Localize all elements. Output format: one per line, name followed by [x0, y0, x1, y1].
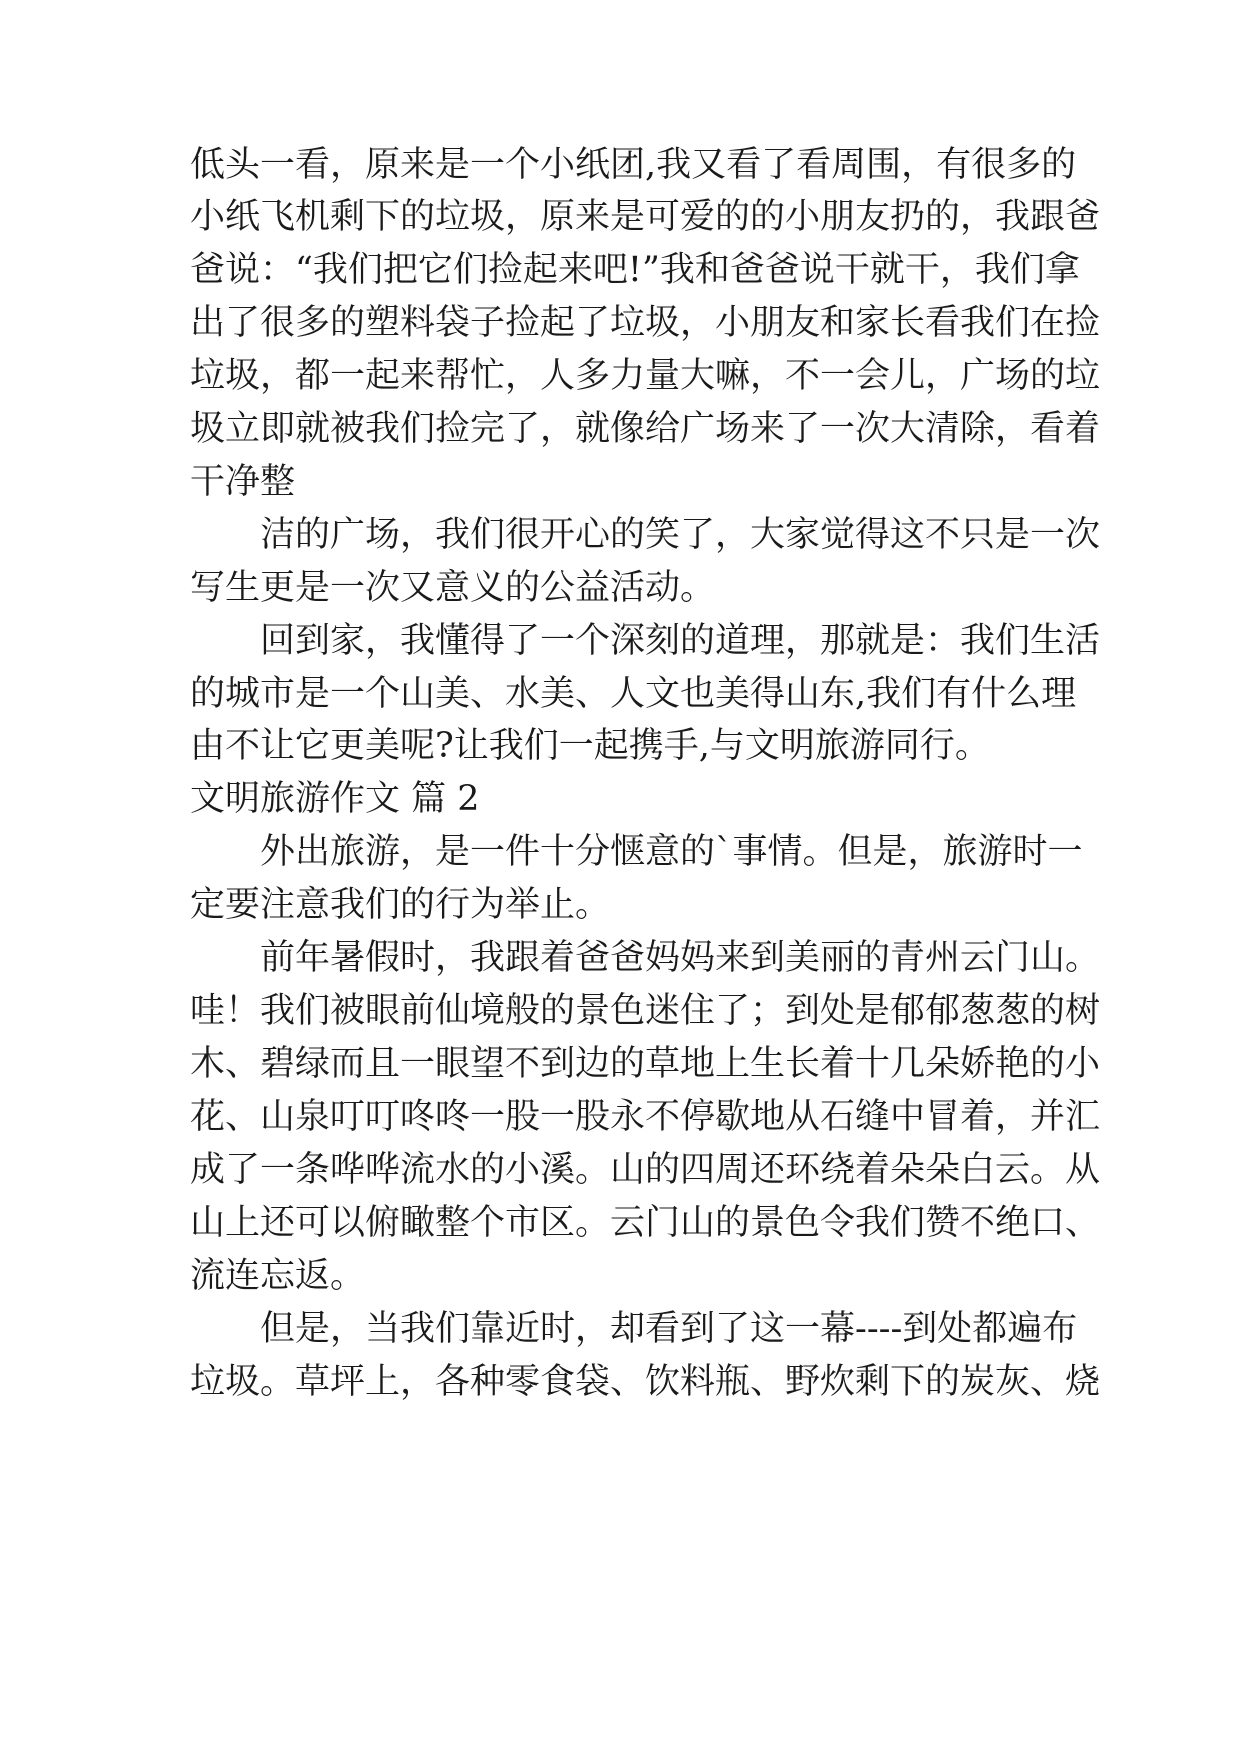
section-heading: 文明旅游作文 篇 2 — [190, 779, 480, 819]
text-line: 但是，当我们靠近时，却看到了这一幕----到处都遍布 — [260, 1309, 1078, 1349]
text-line: 由不让它更美呢?让我们一起携手,与文明旅游同行。 — [190, 726, 990, 766]
text-line: 出了很多的塑料袋子捡起了垃圾，小朋友和家长看我们在捡 — [190, 303, 1101, 343]
text-line: 哇！我们被眼前仙境般的景色迷住了；到处是郁郁葱葱的树 — [190, 991, 1101, 1031]
text-line: 小纸飞机剩下的垃圾，原来是可爱的的小朋友扔的，我跟爸 — [190, 197, 1101, 237]
text-line: 写生更是一次又意义的公益活动。 — [190, 568, 716, 608]
text-line: 干净整 — [190, 462, 296, 502]
text-line: 的城市是一个山美、水美、人文也美得山东,我们有什么理 — [190, 674, 1077, 714]
text-line: 低头一看，原来是一个小纸团,我又看了看周围，有很多的 — [190, 145, 1077, 185]
text-line: 前年暑假时，我跟着爸爸妈妈来到美丽的青州云门山。 — [260, 938, 1101, 978]
text-line: 山上还可以俯瞰整个市区。云门山的景色令我们赞不绝口、 — [190, 1203, 1101, 1243]
text-line: 垃圾，都一起来帮忙，人多力量大嘛，不一会儿，广场的垃 — [190, 356, 1101, 396]
text-line: 流连忘返。 — [190, 1256, 366, 1296]
text-line: 洁的广场，我们很开心的笑了，大家觉得这不只是一次 — [260, 515, 1101, 555]
text-line: 定要注意我们的行为举止。 — [190, 885, 611, 925]
text-line: 垃圾。草坪上，各种零食袋、饮料瓶、野炊剩下的炭灰、烧 — [190, 1362, 1101, 1402]
text-line: 木、碧绿而且一眼望不到边的草地上生长着十几朵娇艳的小 — [190, 1044, 1101, 1084]
text-line: 花、山泉叮叮咚咚一股一股永不停歇地从石缝中冒着，并汇 — [190, 1097, 1101, 1137]
text-line: 成了一条哗哗流水的小溪。山的四周还环绕着朵朵白云。从 — [190, 1150, 1101, 1190]
text-line: 爸说：“我们把它们捡起来吧!”我和爸爸说干就干，我们拿 — [190, 250, 1080, 290]
text-line: 回到家，我懂得了一个深刻的道理，那就是：我们生活 — [260, 621, 1101, 661]
text-line: 外出旅游，是一件十分惬意的`事情。但是，旅游时一 — [260, 832, 1083, 872]
text-line: 圾立即就被我们捡完了，就像给广场来了一次大清除，看着 — [190, 409, 1101, 449]
